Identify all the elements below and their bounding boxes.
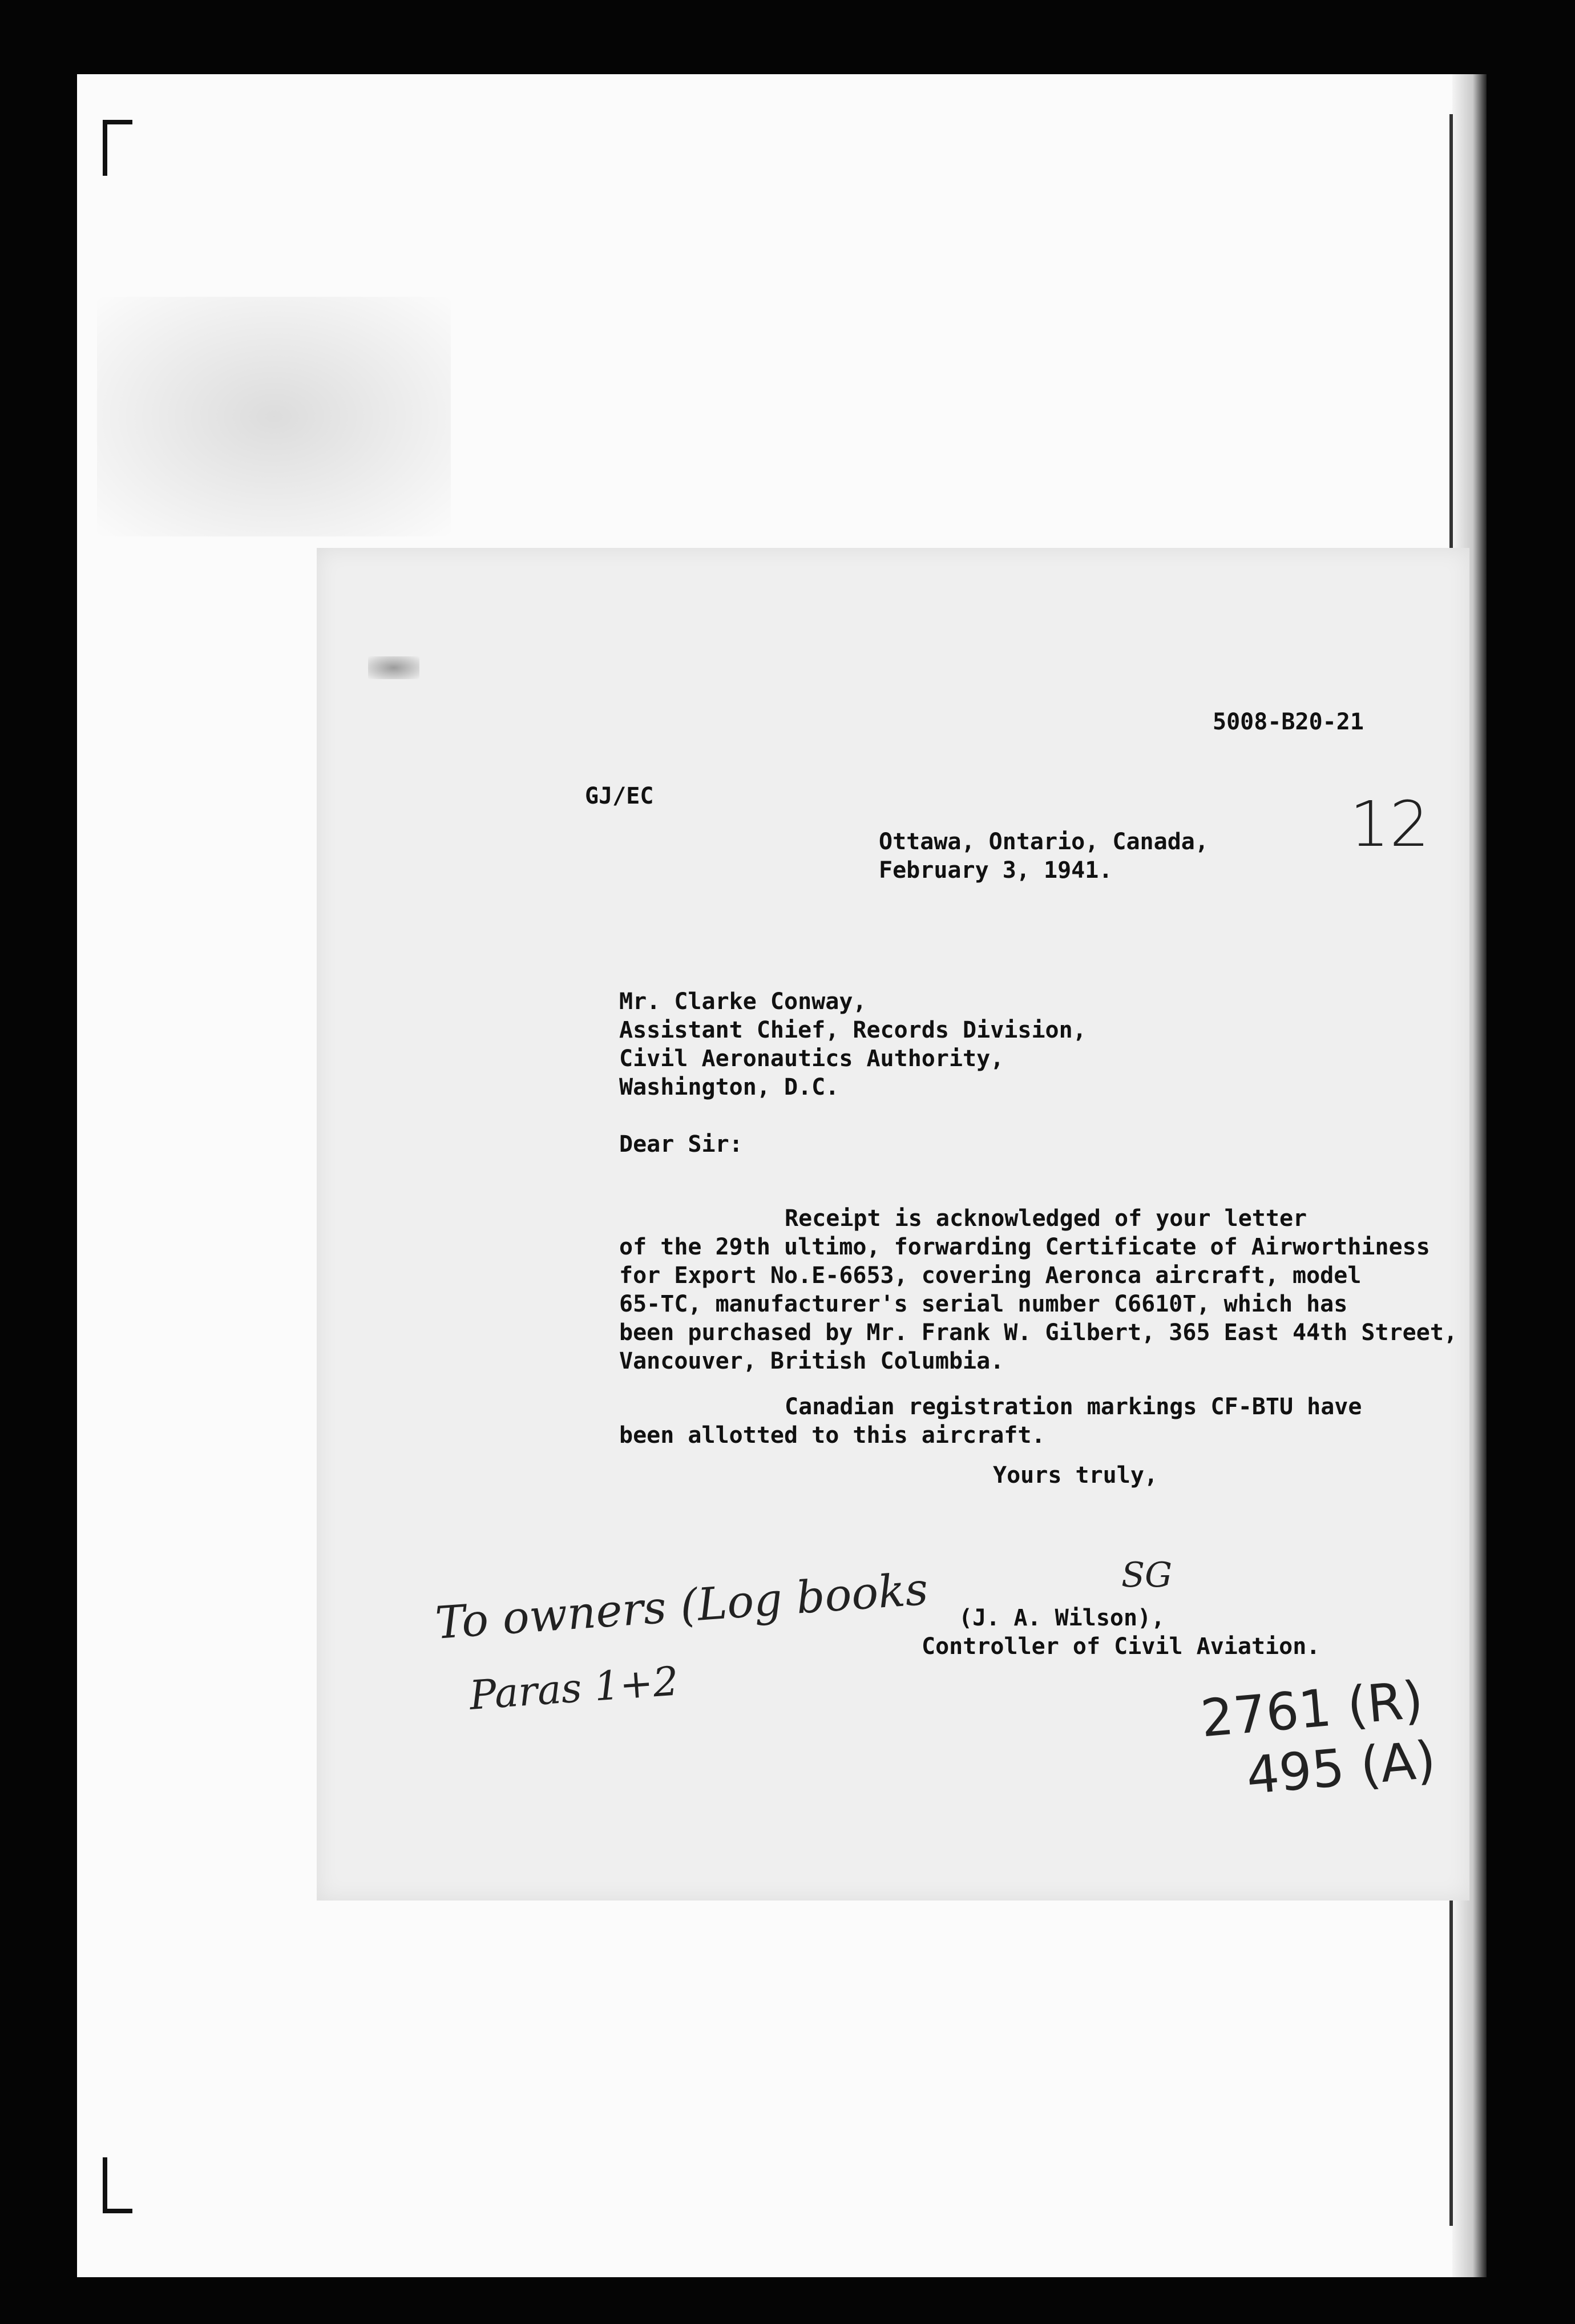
crop-mark-top-left: [103, 120, 132, 176]
salutation: Dear Sir:: [619, 1131, 743, 1157]
recipient-line: Civil Aeronautics Authority,: [619, 1046, 1004, 1072]
handwritten-registry-line-2: 495 (A): [1244, 1730, 1439, 1806]
paragraph-line: 65-TC, manufacturer's serial number C6610T, which has: [619, 1291, 1348, 1317]
body-paragraph-2: [619, 1393, 1362, 1450]
recipient-address: [619, 987, 1087, 1102]
handwritten-page-number: 12: [1350, 788, 1429, 861]
handwritten-note-line-1: To owners (Log books: [434, 1563, 930, 1649]
paragraph-line: for Export No.E-6653, covering Aeronca aircraft, model: [619, 1262, 1362, 1289]
recipient-line: Assistant Chief, Records Division,: [619, 1017, 1087, 1043]
paragraph-line: Vancouver, British Columbia.: [619, 1348, 1004, 1374]
signatory-title: Controller of Civil Aviation.: [922, 1633, 1320, 1660]
paragraph-line: Receipt is acknowledged of your letter: [785, 1205, 1307, 1232]
recipient-line: Mr. Clarke Conway,: [619, 988, 867, 1015]
letter-place: Ottawa, Ontario, Canada,: [879, 829, 1209, 855]
file-number: 5008-B20-21: [1213, 709, 1364, 735]
paragraph-line: been purchased by Mr. Frank W. Gilbert, 365 East 44th Street,: [619, 1320, 1458, 1346]
body-paragraph-1: [619, 1204, 1457, 1375]
recipient-line: Washington, D.C.: [619, 1074, 839, 1100]
signatory-name: (J. A. Wilson),: [959, 1605, 1165, 1631]
reference-initials: GJ/EC: [585, 783, 654, 809]
handwritten-initials: SG: [1121, 1555, 1173, 1595]
crop-mark-bottom-left: [103, 2157, 132, 2213]
handwritten-note-line-2: Paras 1+2: [468, 1657, 680, 1719]
handwritten-registry-line-1: 2761 (R): [1198, 1669, 1426, 1749]
paragraph-line: been allotted to this aircraft.: [619, 1422, 1045, 1449]
letter-date: February 3, 1941.: [879, 857, 1113, 883]
closing: Yours truly,: [993, 1462, 1158, 1488]
paragraph-line: Canadian registration markings CF-BTU have: [785, 1394, 1362, 1420]
ink-blot: [368, 656, 419, 679]
paragraph-line: of the 29th ultimo, forwarding Certificate of Airworthiness: [619, 1234, 1430, 1260]
smudge-mark: [97, 297, 451, 536]
